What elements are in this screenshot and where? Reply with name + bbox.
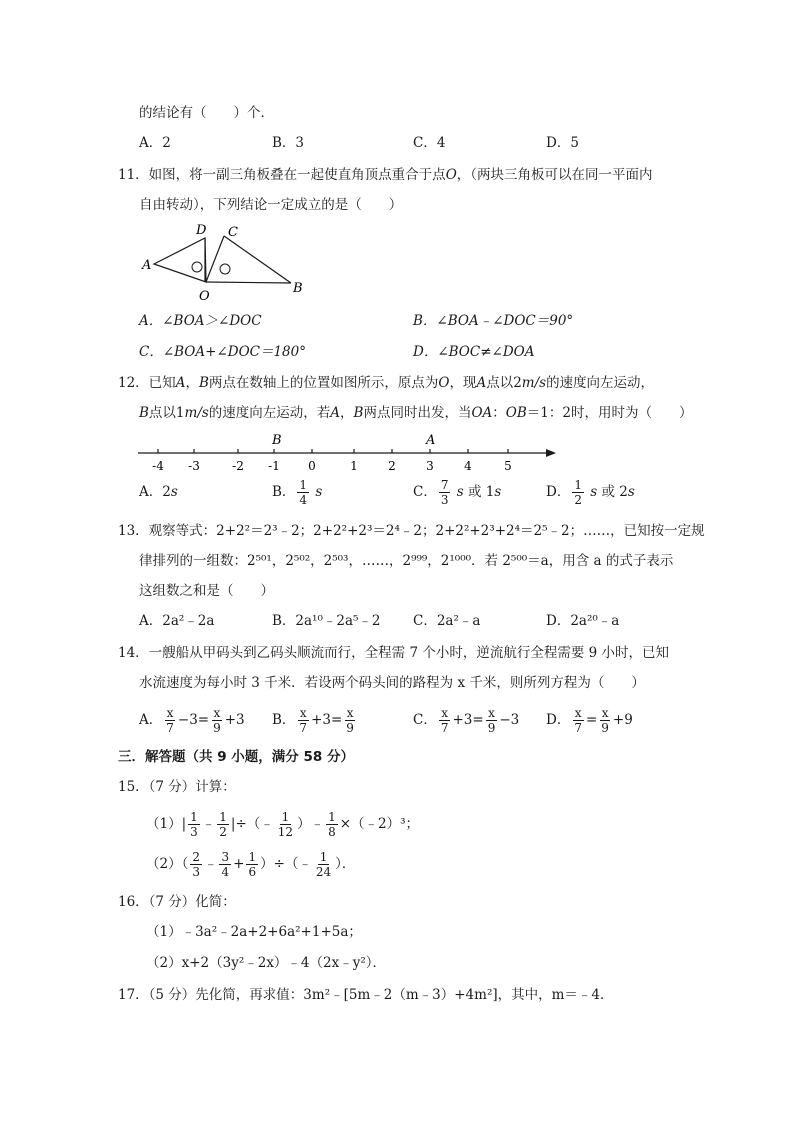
- q12-t10: 2: [513, 375, 522, 391]
- q12-opt-a-text: A．2: [139, 484, 171, 500]
- q14-b-d1: 7: [299, 721, 308, 735]
- q12-opt-d-den: 2: [574, 493, 582, 507]
- q12-tick-label: -3: [188, 459, 200, 473]
- q14-c-mid: +3=: [452, 712, 484, 728]
- q15-p2-n2: 3: [221, 850, 230, 864]
- q11-point-o: O: [445, 167, 457, 183]
- q12-opt-c-den: 3: [440, 493, 449, 507]
- q14-option-c: [413, 702, 519, 738]
- q12-opt-c-frac: [439, 478, 451, 507]
- q11-stem-line2: 自由转动），下列结论一定成立的是（ ）: [139, 197, 403, 213]
- q12-t4: B: [198, 375, 209, 391]
- q12-tick-label: 0: [308, 459, 316, 473]
- q10-tail: 的结论有（ ）个．: [139, 105, 274, 121]
- q14-c-end: −3: [499, 712, 520, 728]
- q14-d-d1: 7: [574, 721, 582, 735]
- q12-opt-d-num: 1: [574, 478, 582, 492]
- q12-opt-c-mid: 或 1: [468, 484, 495, 500]
- q15-p1-d1: 3: [190, 825, 198, 839]
- q15-p1-m1: ﹣: [201, 816, 216, 832]
- q11-label-a: A: [142, 258, 152, 273]
- q12-opt-d-mid: 或 2: [601, 484, 628, 500]
- q12-opt-a-unit: s: [170, 484, 178, 500]
- q15-p1-pre: （1）|: [146, 816, 187, 832]
- q14-a-n2: x: [213, 706, 221, 720]
- q17-stem: 17．（5 分）先化简，再求值：3m²﹣[5m﹣2（m﹣3）+4m²]，其中，m＝﹣4．: [118, 987, 614, 1003]
- q15-p2-n3: 1: [248, 850, 257, 864]
- q12-stem-line1: [118, 373, 654, 393]
- q11-label-d: D: [196, 223, 207, 238]
- q11-edge-oc: [206, 236, 224, 282]
- q14-d-pre: D．: [546, 712, 571, 728]
- q12-t11: m/s: [521, 375, 547, 391]
- q11-edge-ob: [206, 282, 291, 283]
- q12-tick-label: 4: [464, 459, 472, 473]
- q12-t3: ，: [185, 375, 199, 391]
- q16-title: 16．（7 分）化简：: [118, 894, 236, 910]
- q13-option-a: A．2a²﹣2a: [139, 613, 215, 629]
- q10-option-b: B．3: [272, 135, 305, 151]
- q12-u3: 1: [175, 405, 185, 421]
- q11-label-c: C: [228, 225, 238, 240]
- q15-p2-m1: ﹣: [203, 856, 218, 872]
- q12-axis-label-a: A: [426, 433, 436, 448]
- q12-u6: A: [330, 405, 341, 421]
- q15-p2-n4: 1: [319, 850, 328, 864]
- q11-hidden: [204, 232, 288, 282]
- q14-b-pre: B．: [272, 712, 296, 728]
- q15-p1-n2: 1: [219, 810, 227, 824]
- q15-p1-d4: 8: [328, 825, 336, 839]
- q12-option-d: [546, 474, 635, 510]
- q12-opt-c-num: 7: [440, 478, 449, 492]
- q14-d-end: +9: [612, 712, 633, 728]
- q14-b-n1: x: [299, 706, 307, 720]
- q14-a-mid: −3=: [177, 712, 210, 728]
- q12-opt-c-pre: C．: [413, 484, 437, 500]
- q11-label-b: B: [293, 281, 303, 296]
- q12-axis-label-b: B: [272, 433, 282, 448]
- q15-p1-n4: 1: [328, 810, 336, 824]
- q16-part-2: （2）x+2（3y²﹣2x）﹣4（2x﹣y²）．: [146, 955, 387, 971]
- q12-opt-b-num: 1: [299, 478, 308, 492]
- section-3-title: 三．解答题（共 9 小题，满分 58 分）: [118, 749, 354, 765]
- q13-option-b: B．2a¹⁰﹣2a⁵﹣2: [272, 613, 381, 629]
- q14-option-a: [139, 702, 245, 738]
- q15-p2-n1: 2: [192, 850, 200, 864]
- q15-part-1: [146, 806, 419, 842]
- q13-stem-line3: 这组数之和是（ ）: [139, 583, 274, 599]
- q10-option-d: D．5: [546, 135, 579, 151]
- q15-p2-d3: 6: [248, 865, 257, 879]
- q15-p1-end: ×（﹣2）³；: [339, 816, 420, 832]
- q13-option-d: D．2a²⁰﹣a: [546, 613, 620, 629]
- q12-u5: 的速度向左运动，若: [208, 405, 331, 421]
- q15-p2-d1: 3: [192, 865, 200, 879]
- q14-c-n2: x: [488, 706, 495, 720]
- q14-c-d1: 7: [440, 721, 449, 735]
- q12-opt-d-unit: s: [590, 484, 598, 500]
- q12-t1: 12．已知: [118, 375, 176, 391]
- q12-opt-b-unit: s: [315, 484, 323, 500]
- q12-tick-label: 1: [350, 459, 358, 473]
- q14-c-n1: x: [441, 706, 449, 720]
- q11-text-b: ，（两块三角板可以在同一平面内: [456, 167, 653, 183]
- q11-option-d: D．∠BOC≠∠DOA: [413, 344, 535, 360]
- q12-u4: m/s: [184, 405, 209, 421]
- q14-b-n2: x: [346, 706, 354, 720]
- q12-t9: 点以: [486, 375, 514, 391]
- q11-hole-1: [192, 262, 202, 272]
- q15-p1-d2: 2: [219, 825, 227, 839]
- q12-opt-b-den: 4: [299, 493, 308, 507]
- q12-u2: 点以: [148, 405, 176, 421]
- q12-u13: ＝1：2时，用时为（ ）: [526, 405, 693, 421]
- q11-text-a: 11．如图，将一副三角板叠在一起使直角顶点重合于点: [118, 167, 446, 183]
- q12-tick-label: 5: [504, 459, 512, 473]
- q12-t2: A: [175, 375, 186, 391]
- q15-p1-m3: ）﹣: [297, 816, 325, 832]
- q15-part-2: [146, 846, 355, 882]
- q11-option-c: C．∠BOA+∠DOC＝180°: [139, 344, 306, 360]
- q14-a-n1: x: [166, 706, 174, 720]
- q15-p2-m3: ）÷（﹣: [260, 856, 312, 872]
- q14-d-n1: x: [574, 706, 582, 720]
- q12-u1: B: [139, 405, 149, 421]
- q14-a-d2: 9: [213, 721, 221, 735]
- q13-stem-line2: 律排列的一组数：2⁵⁰¹，2⁵⁰²，2⁵⁰³，……，2⁹⁹⁹，2¹⁰⁰⁰．若 2⁵⁰⁰＝a，用含 a 的式子表示: [139, 553, 674, 569]
- q12-u9: 两点同时出发，当: [363, 405, 472, 421]
- q11-hole-2: [220, 264, 230, 274]
- q12-t5: 两点在数轴上的位置如图所示，原点为: [208, 375, 439, 391]
- q14-d-n2: x: [601, 706, 609, 720]
- q13-option-c: C．2a²﹣a: [413, 613, 481, 629]
- q12-tick-label: 2: [388, 459, 396, 473]
- q15-p2-m2: +: [233, 856, 245, 872]
- q12-t6: O: [438, 375, 450, 391]
- q15-p1-n1: 1: [190, 810, 198, 824]
- q14-b-mid: +3=: [311, 712, 343, 728]
- q12-opt-b-pre: B．: [272, 484, 296, 500]
- q15-title: 15．（7 分）计算：: [118, 779, 236, 795]
- q12-opt-d-frac: [572, 478, 584, 507]
- q14-d-mid: =: [585, 712, 598, 728]
- q14-a-pre: A．: [139, 712, 163, 728]
- q12-u12: OB: [505, 405, 527, 421]
- q14-option-b: [272, 702, 358, 738]
- q12-u11: ：: [492, 405, 506, 421]
- q12-opt-c-unit: s: [456, 484, 464, 500]
- q12-tick-label: -1: [268, 459, 280, 473]
- q12-opt-c-unit2: s: [494, 484, 502, 500]
- q14-b-d2: 9: [346, 721, 354, 735]
- q15-p1-n3: 1: [281, 810, 290, 824]
- q12-t8: A: [476, 375, 487, 391]
- q13-stem-line1: 13．观察等式：2+2²＝2³﹣2；2+2²+2³＝2⁴﹣2；2+2²+2³+2⁴＝2⁵﹣2；……，已知按一定规: [118, 523, 705, 539]
- q12-option-a: [139, 482, 178, 502]
- q12-u10: OA: [471, 405, 493, 421]
- q12-option-c: [413, 474, 501, 510]
- q14-a-d1: 7: [166, 721, 174, 735]
- q12-opt-b-frac: [297, 478, 309, 507]
- q16-part-1: （1）﹣3a²﹣2a+2+6a²+1+5a；: [146, 924, 362, 940]
- q15-p2-d4: 24: [315, 865, 332, 879]
- q11-stem-line1: [118, 165, 653, 185]
- q12-t12: 的速度向左运动，: [546, 375, 655, 391]
- q12-opt-d-unit2: s: [627, 484, 635, 500]
- q14-c-d2: 9: [487, 721, 496, 735]
- q15-p2-pre: （2）（: [146, 856, 189, 872]
- q12-axis-arrow: [546, 449, 556, 457]
- q14-option-d: [546, 702, 633, 738]
- q12-u7: ，: [340, 405, 354, 421]
- q14-stem-line1: 14．一艘船从甲码头到乙码头顺流而行，全程需 7 个小时，逆流航行全程需要 9 小时，已知: [118, 645, 670, 661]
- q14-stem-line2: 水流速度为每小时 3 千米．若设两个码头间的路程为 x 千米，则所列方程为（ ）: [139, 675, 645, 691]
- q11-triangle-aod: [154, 238, 206, 282]
- q15-p1-m2: |÷（﹣: [230, 816, 274, 832]
- q12-u8: B: [353, 405, 364, 421]
- q12-t7: ，现: [449, 375, 477, 391]
- q15-p2-end: ）．: [335, 856, 356, 872]
- q14-a-end: +3: [224, 712, 245, 728]
- q11-option-a: A．∠BOA＞∠DOC: [139, 313, 262, 329]
- q12-stem-line2: [139, 403, 692, 423]
- q14-c-pre: C．: [413, 712, 437, 728]
- q12-tick-label: -4: [152, 459, 164, 473]
- q12-number-line: [136, 430, 560, 476]
- q11-option-b: B．∠BOA﹣∠DOC＝90°: [413, 313, 574, 329]
- q12-option-b: [272, 474, 322, 510]
- q12-tick-label: 3: [426, 459, 434, 473]
- q11-edge-cb: [224, 236, 291, 283]
- q15-p1-d3: 12: [277, 825, 294, 839]
- q12-tick-label: -2: [232, 459, 244, 473]
- q10-option-a: A．2: [139, 135, 171, 151]
- q14-d-d2: 9: [601, 721, 609, 735]
- q11-figure: [136, 222, 306, 304]
- q10-option-c: C．4: [413, 135, 446, 151]
- q11-label-o: O: [199, 289, 210, 304]
- q15-p2-d2: 4: [221, 865, 230, 879]
- q12-opt-d-pre: D．: [546, 484, 571, 500]
